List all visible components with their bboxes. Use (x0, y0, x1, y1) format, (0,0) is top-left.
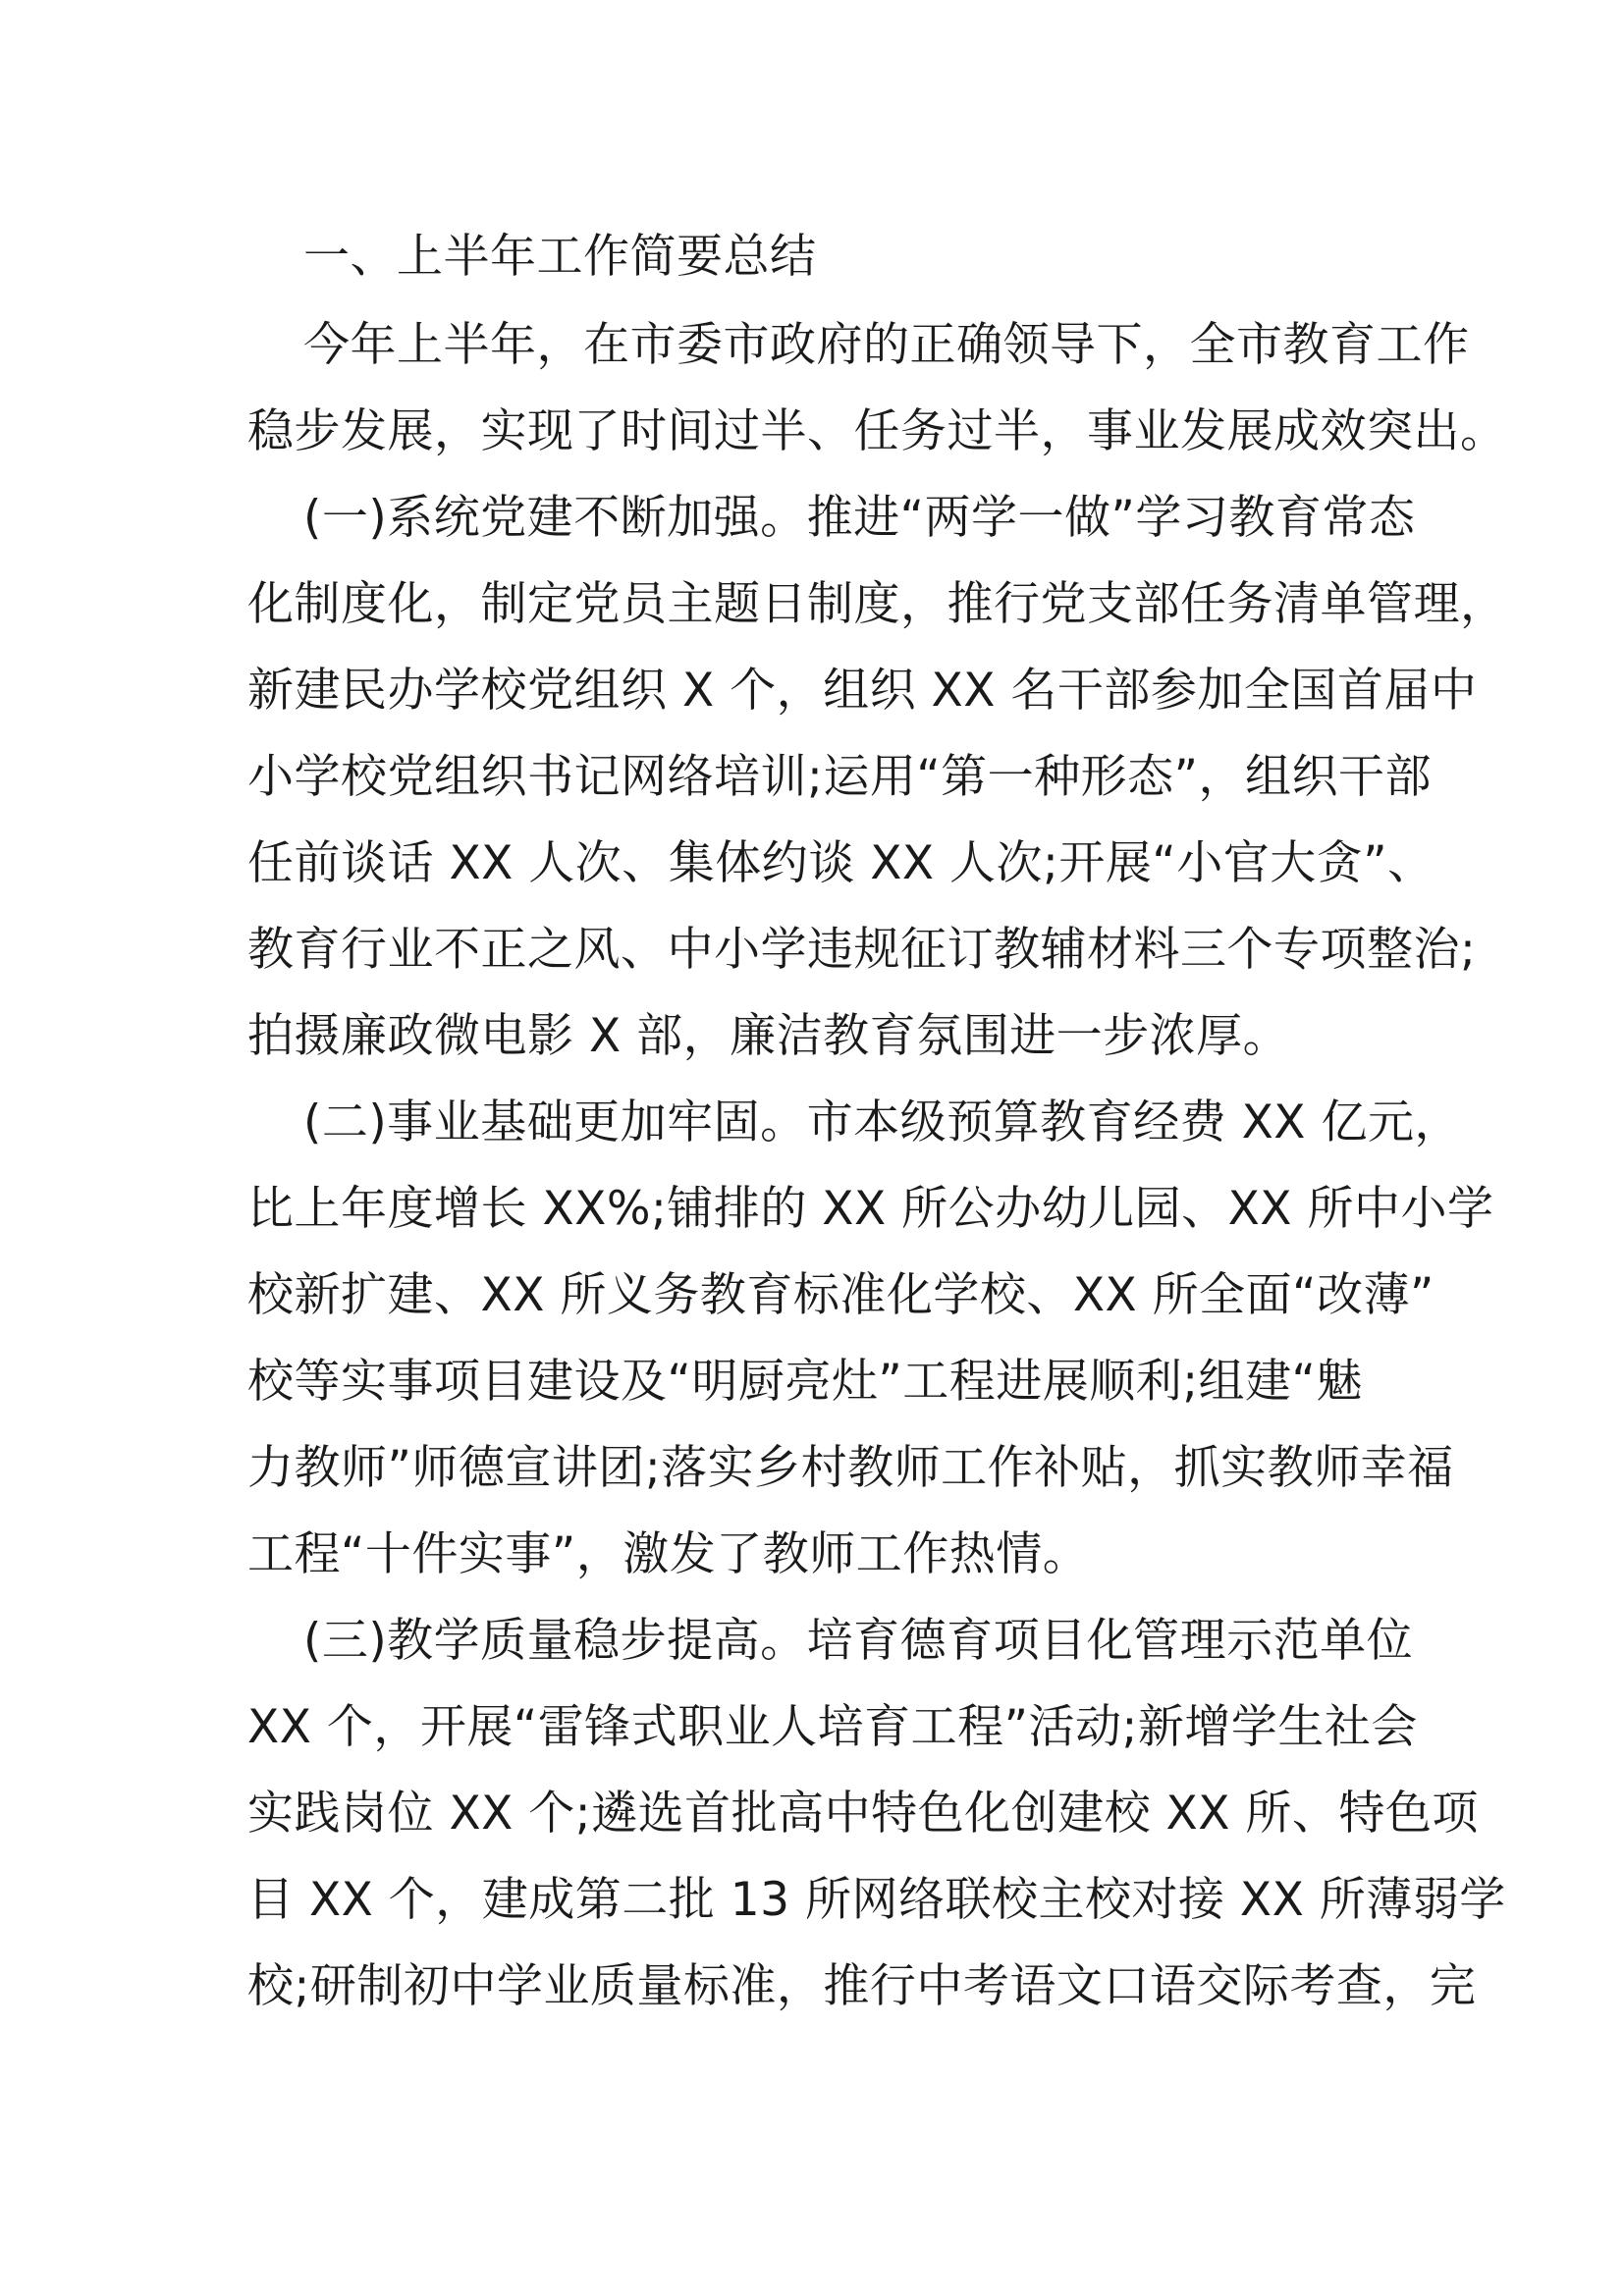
paragraph-line: 化制度化，制定党员主题日制度，推行党支部任务清单管理， (247, 577, 1507, 631)
paragraph-line: (三)教学质量稳步提高。培育德育项目化管理示范单位 (303, 1614, 1414, 1668)
section-heading: 一、上半年工作简要总结 (303, 230, 817, 284)
paragraph-line: (二)事业基础更加牢固。市本级预算教育经费 XX 亿元， (303, 1095, 1461, 1149)
paragraph-line: 实践岗位 XX 个;遴选首批高中特色化创建校 XX 所、特色项 (247, 1787, 1479, 1841)
paragraph-line: 拍摄廉政微电影 X 部，廉洁教育氛围进一步浓厚。 (247, 1009, 1290, 1063)
paragraph-line: 教育行业不正之风、中小学违规征订教辅材料三个专项整治; (247, 923, 1477, 977)
paragraph-line: (一)系统党建不断加强。推进“两学一做”学习教育常态 (303, 491, 1416, 545)
paragraph-line: 工程“十件实事”，激发了教师工作热情。 (247, 1527, 1090, 1581)
paragraph-line: XX 个，开展“雷锋式职业人培育工程”活动;新增学生社会 (247, 1700, 1418, 1754)
paragraph-line: 比上年度增长 XX%;铺排的 XX 所公办幼儿园、XX 所中小学 (247, 1182, 1494, 1236)
paragraph-line: 校;研制初中学业质量标准，推行中考语文口语交际考查，完 (247, 1959, 1477, 2013)
paragraph-line: 校等实事项目建设及“明厨亮灶”工程进展顺利;组建“魅 (247, 1355, 1363, 1409)
paragraph-line: 新建民办学校党组织 X 个，组织 XX 名干部参加全国首届中 (247, 664, 1478, 718)
paragraph-line: 任前谈话 XX 人次、集体约谈 XX 人次;开展“小官大贪”、 (247, 836, 1435, 890)
paragraph-line: 小学校党组织书记网络培训;运用“第一种形态”，组织干部 (247, 750, 1433, 804)
paragraph-line: 稳步发展，实现了时间过半、任务过半，事业发展成效突出。 (247, 404, 1507, 458)
paragraph-line: 目 XX 个，建成第二批 13 所网络联校主校对接 XX 所薄弱学 (247, 1873, 1506, 1927)
paragraph-line: 力教师”师德宣讲团;落实乡村教师工作补贴，抓实教师幸福 (247, 1441, 1454, 1495)
paragraph-line: 今年上半年，在市委市政府的正确领导下，全市教育工作 (303, 318, 1470, 372)
paragraph-line: 校新扩建、XX 所义务教育标准化学校、XX 所全面“改薄” (247, 1268, 1435, 1322)
